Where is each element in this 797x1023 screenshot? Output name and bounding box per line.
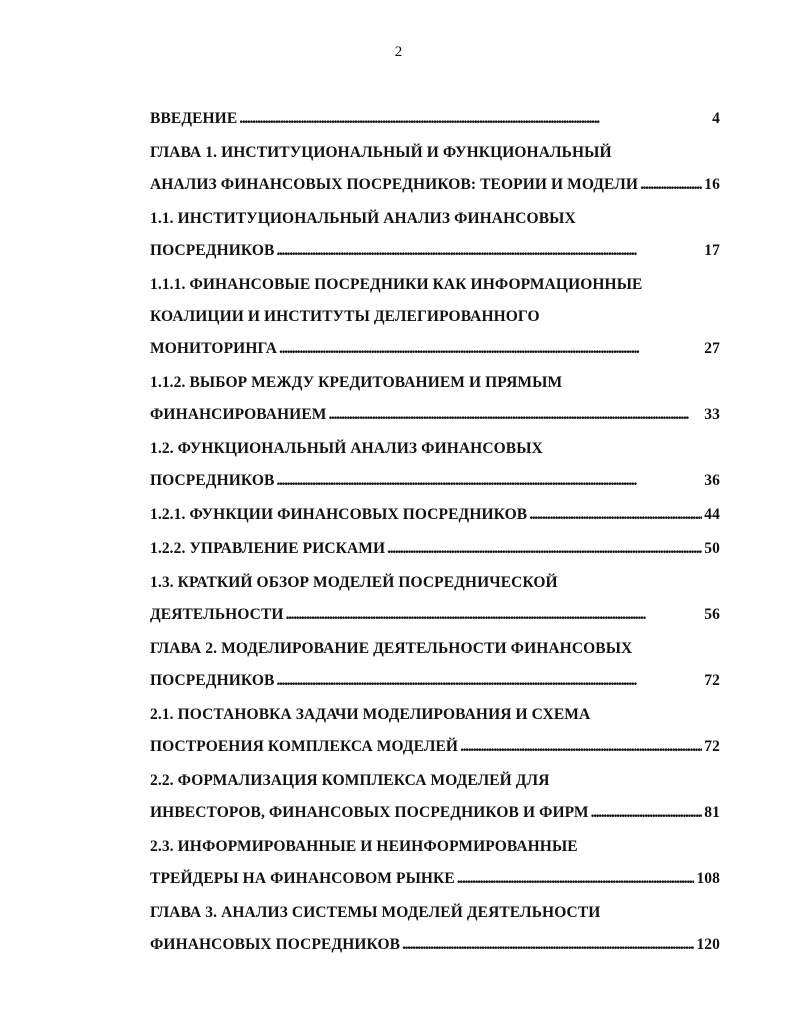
toc-entry xyxy=(150,499,720,531)
toc-entry-page-number: 120 xyxy=(696,936,720,953)
dot-leader xyxy=(276,465,702,497)
toc-entry xyxy=(150,831,720,895)
toc-entry-title-line: 1.2. ФУНКЦИОНАЛЬНЫЙ АНАЛИЗ ФИНАНСОВЫХ xyxy=(150,440,543,457)
toc-entry-title-line: АНАЛИЗ ФИНАНСОВЫХ ПОСРЕДНИКОВ: ТЕОРИИ И МОДЕЛИ xyxy=(150,176,639,193)
toc-entry xyxy=(150,203,720,267)
toc-entry xyxy=(150,765,720,829)
toc-entry-title-line: ПОСТРОЕНИЯ КОМПЛЕКСА МОДЕЛЕЙ xyxy=(150,738,459,755)
toc-entry-last-line xyxy=(150,599,720,631)
dot-leader xyxy=(640,169,702,201)
dot-leader xyxy=(276,235,702,267)
dot-leader xyxy=(591,797,703,829)
toc-entry-last-line xyxy=(150,169,720,201)
toc-entry-last-line xyxy=(150,863,720,895)
toc-entry-title-line: 1.1.2. ВЫБОР МЕЖДУ КРЕДИТОВАНИЕМ И ПРЯМЫМ xyxy=(150,374,563,391)
toc-entry xyxy=(150,567,720,631)
toc-entry-page-number: 44 xyxy=(704,506,720,523)
dot-leader xyxy=(286,599,703,631)
toc-entry-last-line xyxy=(150,399,720,431)
toc-entry-page-number: 36 xyxy=(704,472,720,489)
toc-entry-last-line xyxy=(150,797,720,829)
toc-entry-page-number: 27 xyxy=(704,340,720,357)
dot-leader xyxy=(329,399,703,431)
toc-entry-title-line: ФИНАНСИРОВАНИЕМ xyxy=(150,406,327,423)
toc-entry-page-number: 72 xyxy=(704,672,720,689)
toc-entry-page-number: 56 xyxy=(704,606,720,623)
dot-leader xyxy=(457,863,695,895)
toc-entry-last-line xyxy=(150,731,720,763)
toc-entry-last-line xyxy=(150,665,720,697)
toc-entry xyxy=(150,367,720,431)
dot-leader xyxy=(402,929,694,961)
toc-entry-title-line: ПОСРЕДНИКОВ xyxy=(150,472,275,489)
toc-entry xyxy=(150,433,720,497)
toc-entry-title-line: 1.1.1. ФИНАНСОВЫЕ ПОСРЕДНИКИ КАК ИНФОРМАЦИОННЫЕ xyxy=(150,276,643,293)
toc-entry-title-line: ДЕЯТЕЛЬНОСТИ xyxy=(150,606,284,623)
toc-entry-page-number: 81 xyxy=(704,804,720,821)
toc-entry xyxy=(150,897,720,961)
toc-entry-page-number: 72 xyxy=(704,738,720,755)
toc-entry-title-line: 2.3. ИНФОРМИРОВАННЫЕ И НЕИНФОРМИРОВАННЫЕ xyxy=(150,838,578,855)
toc-entry-last-line xyxy=(150,235,720,267)
toc-entry-title-line: 1.3. КРАТКИЙ ОБЗОР МОДЕЛЕЙ ПОСРЕДНИЧЕСКОЙ xyxy=(150,574,558,591)
toc-entry-title-line: ВВЕДЕНИЕ xyxy=(150,110,238,127)
toc-entry xyxy=(150,103,720,135)
toc-entry xyxy=(150,137,720,201)
toc-entry-page-number: 33 xyxy=(704,406,720,423)
toc-entry-page-number: 50 xyxy=(704,540,720,557)
toc-entry-title-line: ИНВЕСТОРОВ, ФИНАНСОВЫХ ПОСРЕДНИКОВ И ФИРМ xyxy=(150,804,589,821)
toc-entry-title-line: ПОСРЕДНИКОВ xyxy=(150,672,275,689)
toc-entry-page-number: 108 xyxy=(696,870,720,887)
toc-entry-title-line: 2.1. ПОСТАНОВКА ЗАДАЧИ МОДЕЛИРОВАНИЯ И СХЕМА xyxy=(150,706,591,723)
table-of-contents xyxy=(150,103,720,961)
toc-entry-last-line xyxy=(150,103,720,135)
toc-entry xyxy=(150,633,720,697)
toc-entry-page-number: 4 xyxy=(712,110,720,127)
dot-leader xyxy=(276,665,702,697)
dot-leader xyxy=(529,499,702,531)
dot-leader xyxy=(387,533,702,565)
toc-entry-page-number: 17 xyxy=(704,242,720,259)
toc-entry-last-line xyxy=(150,465,720,497)
toc-entry-last-line xyxy=(150,333,720,365)
page-number: 2 xyxy=(394,44,403,60)
toc-entry-title-line: ГЛАВА 3. АНАЛИЗ СИСТЕМЫ МОДЕЛЕЙ ДЕЯТЕЛЬНОСТИ xyxy=(150,904,601,921)
toc-entry-title-line: 2.2. ФОРМАЛИЗАЦИЯ КОМПЛЕКСА МОДЕЛЕЙ ДЛЯ xyxy=(150,772,550,789)
toc-entry-last-line xyxy=(150,929,720,961)
dot-leader xyxy=(460,731,702,763)
toc-entry-title-line: ГЛАВА 2. МОДЕЛИРОВАНИЕ ДЕЯТЕЛЬНОСТИ ФИНАНСОВЫХ xyxy=(150,640,633,657)
toc-entry-title-line: ПОСРЕДНИКОВ xyxy=(150,242,275,259)
toc-entry xyxy=(150,699,720,763)
toc-entry-page-number: 16 xyxy=(704,176,720,193)
toc-entry-last-line xyxy=(150,499,720,531)
toc-entry-title-line: ТРЕЙДЕРЫ НА ФИНАНСОВОМ РЫНКЕ xyxy=(150,870,455,887)
toc-entry-title-line: 1.2.2. УПРАВЛЕНИЕ РИСКАМИ xyxy=(150,540,386,557)
toc-entry-title-line: МОНИТОРИНГА xyxy=(150,340,278,357)
toc-entry-title-line: ФИНАНСОВЫХ ПОСРЕДНИКОВ xyxy=(150,936,401,953)
toc-entry xyxy=(150,533,720,565)
toc-entry-title-line: ГЛАВА 1. ИНСТИТУЦИОНАЛЬНЫЙ И ФУНКЦИОНАЛЬНЫЙ xyxy=(150,144,612,161)
toc-entry-title-line: КОАЛИЦИИ И ИНСТИТУТЫ ДЕЛЕГИРОВАННОГО xyxy=(150,308,540,325)
toc-entry-last-line xyxy=(150,533,720,565)
dot-leader xyxy=(279,333,702,365)
toc-entry-title-line: 1.1. ИНСТИТУЦИОНАЛЬНЫЙ АНАЛИЗ ФИНАНСОВЫХ xyxy=(150,210,576,227)
toc-entry xyxy=(150,269,720,365)
toc-entry-title-line: 1.2.1. ФУНКЦИИ ФИНАНСОВЫХ ПОСРЕДНИКОВ xyxy=(150,506,528,523)
dot-leader xyxy=(239,103,710,135)
